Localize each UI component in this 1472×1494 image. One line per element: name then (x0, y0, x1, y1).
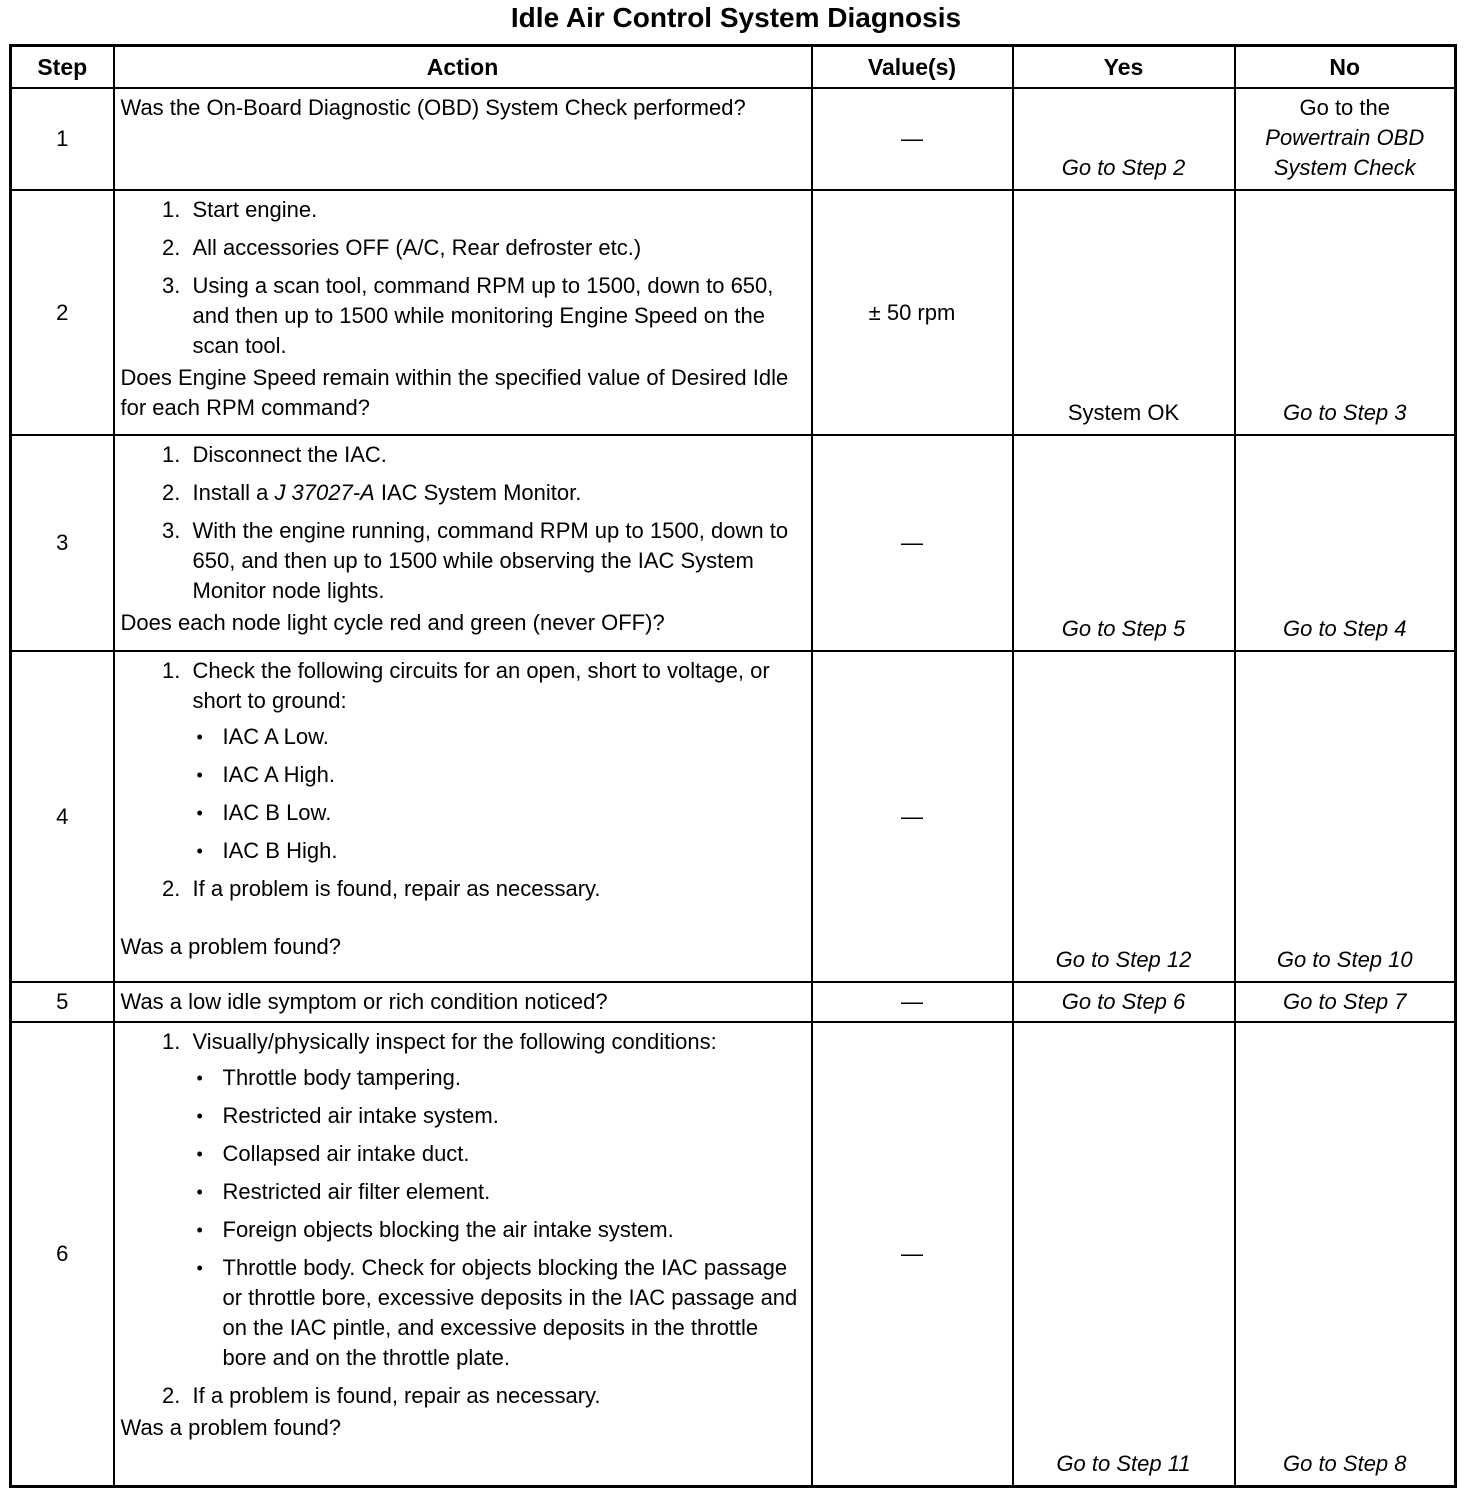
action-cell (114, 435, 812, 651)
no-line: Powertrain OBD (1265, 125, 1425, 150)
table-row (11, 88, 1456, 190)
question-text: Was a low idle symptom or rich condition noticed? (120, 989, 608, 1014)
step-text: Visually/physically inspect for the following conditions: (192, 1029, 717, 1054)
bullet-item: • IAC B High. (223, 836, 807, 866)
procedure-step (187, 1027, 807, 1373)
procedure-step: 1. Disconnect the IAC. (187, 440, 807, 470)
procedure-step: 1. Start engine. (187, 195, 807, 225)
action-cell (114, 651, 812, 982)
bullet-item: • Collapsed air intake duct. (223, 1139, 807, 1169)
yes-cell: Go to Step 12 (1013, 651, 1235, 982)
page-title: Idle Air Control System Diagnosis (510, 2, 962, 33)
no-line: System Check (1273, 155, 1416, 180)
bullet-item: • Throttle body. Check for objects blocking the IAC passage or throttle bore, excessive deposits in the IAC passage and on the IAC pintle, and excessive deposits in the throttle bore and on the throttle plate. (223, 1253, 807, 1373)
value-cell: — (812, 88, 1013, 190)
bullet-list (193, 722, 807, 866)
header-values: Value(s) (812, 46, 1013, 89)
bullet-item: • IAC B Low. (223, 798, 807, 828)
question-text: Does each node light cycle red and green (never OFF)? (120, 610, 665, 635)
yes-cell: Go to Step 2 (1013, 88, 1235, 190)
no-cell: Go to Step 7 (1235, 982, 1456, 1022)
header-step: Step (11, 46, 114, 89)
no-cell (1235, 88, 1456, 190)
procedure-step: 3. Using a scan tool, command RPM up to 1500, down to 650, and then up to 1500 while monitoring Engine Speed on the scan tool. (187, 271, 807, 361)
diagnosis-table (9, 44, 1457, 1488)
table-row (11, 190, 1456, 435)
header-yes: Yes (1013, 46, 1235, 89)
tool-number: J 37027-A (274, 480, 375, 505)
table-row (11, 435, 1456, 651)
step-number: 4 (11, 651, 114, 982)
table-row (11, 1022, 1456, 1486)
question-text: Was a problem found? (120, 1415, 342, 1440)
step-number: 1 (11, 88, 114, 190)
table-row (11, 651, 1456, 982)
value-cell: ± 50 rpm (812, 190, 1013, 435)
step-text: Check the following circuits for an open, short to voltage, or short to ground: (192, 658, 770, 713)
table-row (11, 982, 1456, 1022)
step-text: IAC System Monitor. (374, 480, 582, 505)
no-cell: Go to Step 3 (1235, 190, 1456, 435)
procedure-list (121, 195, 807, 361)
procedure-step (187, 656, 807, 866)
yes-cell: System OK (1013, 190, 1235, 435)
procedure-step: 2. If a problem is found, repair as necessary. (187, 874, 807, 904)
procedure-list (121, 1027, 807, 1411)
question-text: Does Engine Speed remain within the specified value of Desired Idle for each RPM command? (120, 365, 789, 420)
step-number: 6 (11, 1022, 114, 1486)
action-cell (114, 88, 812, 190)
yes-cell: Go to Step 6 (1013, 982, 1235, 1022)
action-cell (114, 190, 812, 435)
value-cell: — (812, 1022, 1013, 1486)
procedure-step: 2. If a problem is found, repair as necessary. (187, 1381, 807, 1411)
value-cell: — (812, 435, 1013, 651)
bullet-item: • Foreign objects blocking the air intake system. (223, 1215, 807, 1245)
no-cell: Go to Step 8 (1235, 1022, 1456, 1486)
procedure-step: 3. With the engine running, command RPM up to 1500, down to 650, and then up to 1500 while observing the IAC System Monitor node lights. (187, 516, 807, 606)
no-cell: Go to Step 10 (1235, 651, 1456, 982)
procedure-list (121, 440, 807, 606)
bullet-item: • Restricted air filter element. (223, 1177, 807, 1207)
action-cell (114, 982, 812, 1022)
step-number: 5 (11, 982, 114, 1022)
procedure-list (121, 656, 807, 904)
value-cell: — (812, 982, 1013, 1022)
no-cell: Go to Step 4 (1235, 435, 1456, 651)
bullet-list (193, 1063, 807, 1373)
yes-cell: Go to Step 11 (1013, 1022, 1235, 1486)
yes-cell: Go to Step 5 (1013, 435, 1235, 651)
step-text: Install a (192, 480, 275, 505)
no-line: Go to the (1299, 95, 1390, 120)
procedure-step (187, 478, 807, 508)
bullet-item: • Restricted air intake system. (223, 1101, 807, 1131)
bullet-item: • Throttle body tampering. (223, 1063, 807, 1093)
step-number: 3 (11, 435, 114, 651)
question-text: Was the On-Board Diagnostic (OBD) System Check performed? (120, 95, 746, 120)
header-action: Action (114, 46, 812, 89)
action-cell (114, 1022, 812, 1486)
question-text: Was a problem found? (120, 934, 342, 959)
bullet-item: • IAC A Low. (223, 722, 807, 752)
header-no: No (1235, 46, 1456, 89)
header-row (11, 46, 1456, 89)
bullet-item: • IAC A High. (223, 760, 807, 790)
value-cell: — (812, 651, 1013, 982)
step-number: 2 (11, 190, 114, 435)
procedure-step: 2. All accessories OFF (A/C, Rear defroster etc.) (187, 233, 807, 263)
